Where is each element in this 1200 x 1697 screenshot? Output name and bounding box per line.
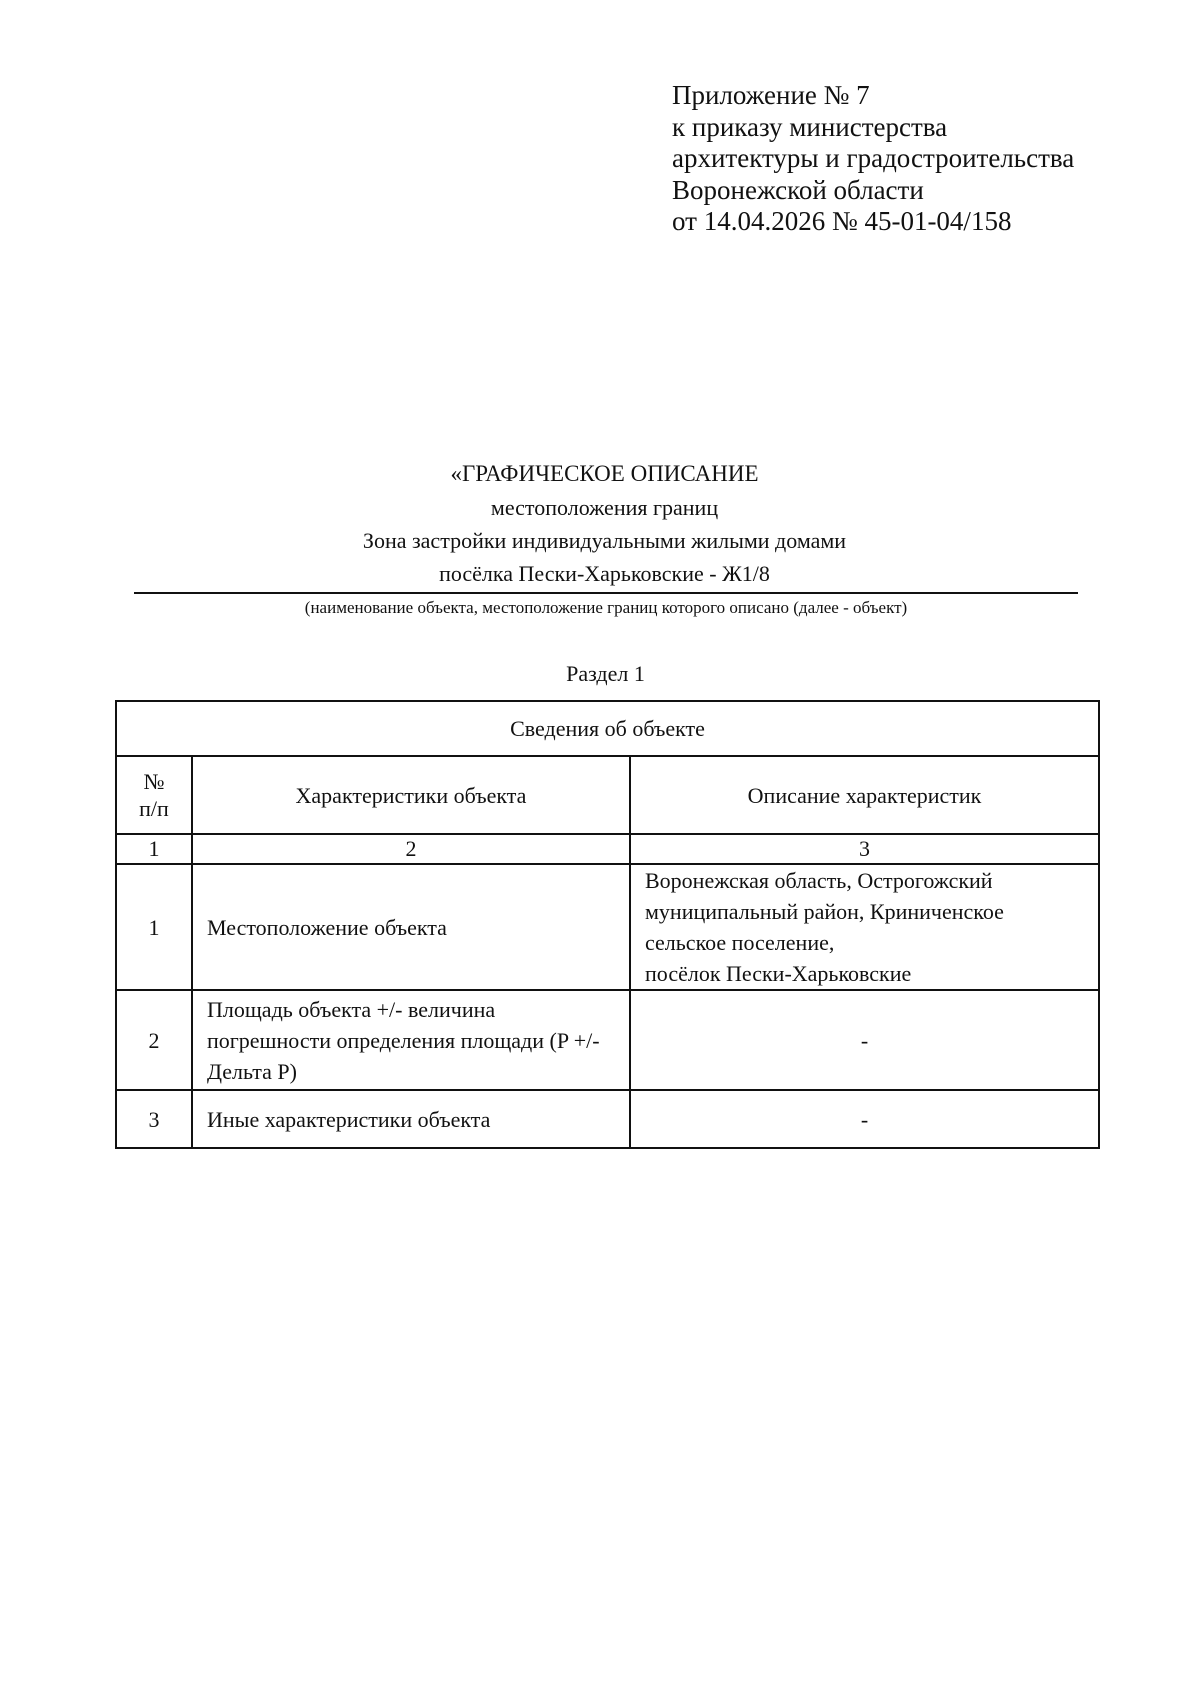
table-caption: Сведения об объекте — [116, 701, 1099, 756]
header-number-abbr: п/п — [139, 796, 169, 821]
header-description: Описание характеристик — [630, 756, 1099, 834]
description-line: муниципальный район, Криниченское — [645, 899, 1004, 924]
appendix-line: архитектуры и градостроительства — [672, 143, 1075, 173]
row-characteristic: Иные характеристики объекта — [192, 1090, 630, 1148]
row-number: 3 — [116, 1090, 192, 1148]
table-caption-row — [116, 701, 1099, 756]
table-row — [116, 1090, 1099, 1148]
row-characteristic: Местоположение объекта — [192, 864, 630, 990]
appendix-block — [672, 80, 1074, 238]
column-index: 3 — [630, 834, 1099, 864]
column-index: 1 — [116, 834, 192, 864]
description-line: сельское поселение, — [645, 930, 835, 955]
title-subline: посёлка Пески-Харьковские - Ж1/8 — [439, 561, 770, 586]
table-row — [116, 864, 1099, 990]
section-heading: Раздел 1 — [566, 661, 645, 686]
appendix-line: Приложение № 7 — [672, 80, 870, 110]
document-title: «ГРАФИЧЕСКОЕ ОПИСАНИЕ — [450, 461, 759, 486]
appendix-line: от 14.04.2026 № 45-01-04/158 — [672, 206, 1012, 236]
table-header-row — [116, 756, 1099, 834]
document-title-block — [0, 460, 1200, 590]
underline-caption: (наименование объекта, местоположение границ которого описано (далее - объект) — [304, 598, 908, 617]
row-description: - — [630, 990, 1099, 1090]
header-characteristics: Характеристики объекта — [192, 756, 630, 834]
appendix-line: Воронежской области — [672, 174, 924, 205]
row-number: 1 — [116, 864, 192, 990]
object-info-table — [115, 700, 1100, 1149]
row-description: - — [630, 1090, 1099, 1148]
column-index: 2 — [192, 834, 630, 864]
column-index-row — [116, 834, 1099, 864]
title-subline: Зона застройки индивидуальными жилыми домами — [362, 528, 847, 553]
row-number: 2 — [116, 990, 192, 1090]
appendix-line: к приказу министерства — [672, 111, 948, 142]
title-underline — [134, 592, 1078, 594]
title-subline: местоположения границ — [490, 495, 719, 520]
row-characteristic: Площадь объекта +/- величина погрешности определения площади (P +/- Дельта P) — [192, 990, 630, 1090]
table-row — [116, 990, 1099, 1090]
header-number-sign: № — [143, 769, 165, 794]
description-line: посёлок Пески-Харьковские — [645, 961, 912, 986]
description-line: Воронежская область, Острогожский — [645, 868, 993, 893]
row-description — [630, 864, 1099, 990]
header-number — [116, 756, 192, 834]
